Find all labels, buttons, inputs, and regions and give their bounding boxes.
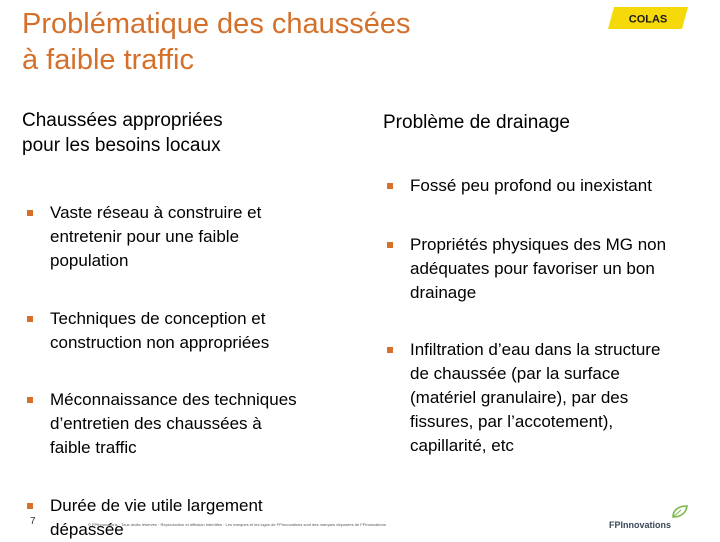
bullet-line: dépassée <box>50 520 124 539</box>
bullet-line: adéquates pour favoriser un bon <box>410 259 655 278</box>
left-heading-line-1: Chaussées appropriées <box>22 110 223 131</box>
bullet-marker-icon <box>27 397 33 403</box>
bullet-line: Infiltration d’eau dans la structure <box>410 340 661 359</box>
bullet-line: (matériel granulaire), par des <box>410 388 629 407</box>
bullet-marker-icon <box>387 242 393 248</box>
left-heading-line-2: pour les besoins locaux <box>22 135 221 156</box>
bullet-item <box>384 233 720 305</box>
fpinnovations-logo-text: FPInnovations <box>609 520 672 530</box>
bullet-line: entretenir pour une faible <box>50 227 240 246</box>
bullet-line: drainage <box>410 283 477 302</box>
bullet-line: capillarité, etc <box>410 436 514 455</box>
bullet-item <box>24 388 364 460</box>
bullet-marker-icon <box>27 210 33 216</box>
bullet-line: construction non appropriées <box>50 333 270 352</box>
bullet-line: d’entretien des chaussées à <box>50 414 262 433</box>
bullet-line: Propriétés physiques des MG non <box>410 235 667 254</box>
bullet-line: Techniques de conception et <box>50 309 266 328</box>
bullet-line: Méconnaissance des techniques <box>50 390 297 409</box>
title-line-2: à faible traffic <box>22 44 194 76</box>
bullet-marker-icon <box>387 183 393 189</box>
bullet-item <box>24 494 364 542</box>
bullet-item <box>384 174 720 198</box>
right-heading-text: Problème de drainage <box>383 112 570 133</box>
colas-logo-text: COLAS <box>628 13 668 26</box>
footer-copyright: © FPInnovations · Tous droits réservés · Reproduction et diffusion interdites · Les marques et les logos de FPInnovations sont des marques déposées de FPInnovations <box>88 522 386 527</box>
bullet-marker-icon <box>387 347 393 353</box>
bullet-line: faible traffic <box>50 438 137 457</box>
bullet-line: de chaussée (par la surface <box>410 364 620 383</box>
bullet-line: Fossé peu profond ou inexistant <box>410 176 652 195</box>
bullet-item <box>384 338 720 458</box>
left-bullet-list <box>24 0 364 540</box>
page-number: 7 <box>30 516 36 527</box>
title-line-1: Problématique des chaussées <box>22 8 411 40</box>
bullet-line: population <box>50 251 129 270</box>
bullet-line: Durée de vie utile largement <box>50 496 263 515</box>
leaf-icon <box>670 504 690 520</box>
bullet-marker-icon <box>27 503 33 509</box>
fpinnovations-logo <box>606 504 696 534</box>
right-bullet-list <box>384 0 720 540</box>
bullet-item <box>24 201 364 273</box>
bullet-line: fissures, par l’accotement), <box>410 412 614 431</box>
bullet-line: Vaste réseau à construire et <box>50 203 262 222</box>
bullet-item <box>24 307 364 355</box>
bullet-marker-icon <box>27 316 33 322</box>
